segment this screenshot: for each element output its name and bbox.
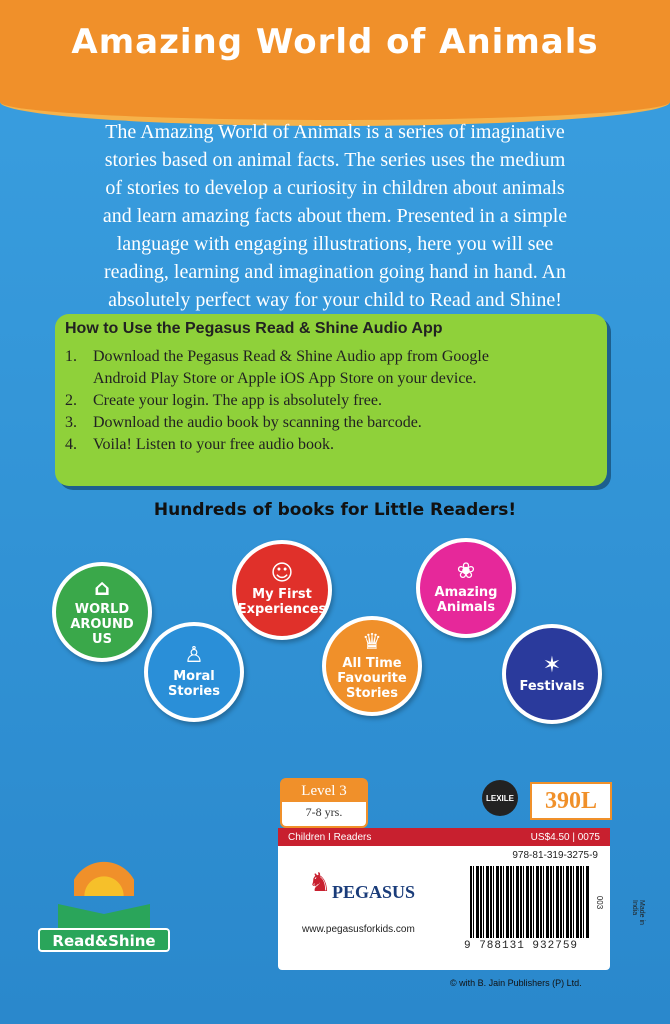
crown-icon: ♛	[362, 629, 382, 655]
series-festivals: ✶ Festivals	[502, 624, 602, 724]
instruction-step: 4. Voila! Listen to your free audio book.	[65, 436, 334, 453]
made-in-label: Made in India	[631, 900, 645, 925]
instruction-step: 3. Download the audio book by scanning the barcode.	[65, 414, 422, 431]
series-amazing-animals: ❀ Amazing Animals	[416, 538, 516, 638]
barcode-number: 9 788131 932759	[464, 940, 579, 952]
series-title: Amazing World of Animals	[71, 22, 599, 62]
read-and-shine-logo: Read&Shine	[38, 858, 170, 968]
series-moral-stories: ♙ Moral Stories	[144, 622, 244, 722]
face-icon: ☺	[270, 561, 294, 586]
barcode-side-code: 003	[594, 895, 604, 910]
people-icon: ♙	[184, 643, 204, 668]
pegasus-horse-icon: ♞	[308, 868, 332, 898]
lexile-value: 390L	[530, 782, 612, 820]
instruction-step: 2. Create your login. The app is absolutely free.	[65, 392, 382, 409]
barcode-header: Children I Readers US$4.50 | 0075	[278, 828, 610, 846]
series-world-around-us: ⌂ WORLD AROUND US	[52, 562, 152, 662]
instruction-step: 1. Download the Pegasus Read & Shine Audio app from Google Android Play Store or Apple iOS App Store on your device.	[65, 348, 489, 387]
sun-icon	[74, 858, 134, 896]
series-description: The Amazing World of Animals is a series of imaginative stories based on animal facts. The series uses the medium of stories to develop a curiosity in children about animals and learn amazing facts about them. Presented in a simple language with engaging illustrations, here you will see reading, learning and imagination going hand in hand. An absolutely perfect way for your child to Read and Shine!	[102, 121, 568, 311]
level-badge: Level 3 7-8 yrs.	[280, 778, 368, 828]
copyright: © with B. Jain Publishers (P) Ltd.	[450, 978, 582, 988]
instructions-list	[65, 346, 605, 456]
publisher-name: PEGASUS	[332, 882, 416, 902]
publisher-website: www.pegasusforkids.com	[302, 924, 415, 935]
series-all-time-favourite-stories: ♛ All Time Favourite Stories	[322, 616, 422, 716]
instructions-title: How to Use the Pegasus Read & Shine Audio App	[65, 320, 443, 337]
isbn: 978-81-319-3275-9	[512, 850, 598, 861]
tagline: Hundreds of books for Little Readers!	[153, 500, 517, 520]
audio-app-instructions	[55, 314, 607, 486]
lexile-logo: LEXILE	[482, 780, 518, 816]
barcode	[470, 866, 590, 938]
barcode-panel	[278, 828, 610, 970]
paw-icon: ❀	[456, 559, 476, 584]
series-my-first-experiences: ☺ My First Experiences	[232, 540, 332, 640]
house-icon: ⌂	[94, 575, 110, 601]
header-band	[0, 0, 670, 126]
party-icon: ✶	[542, 652, 562, 678]
